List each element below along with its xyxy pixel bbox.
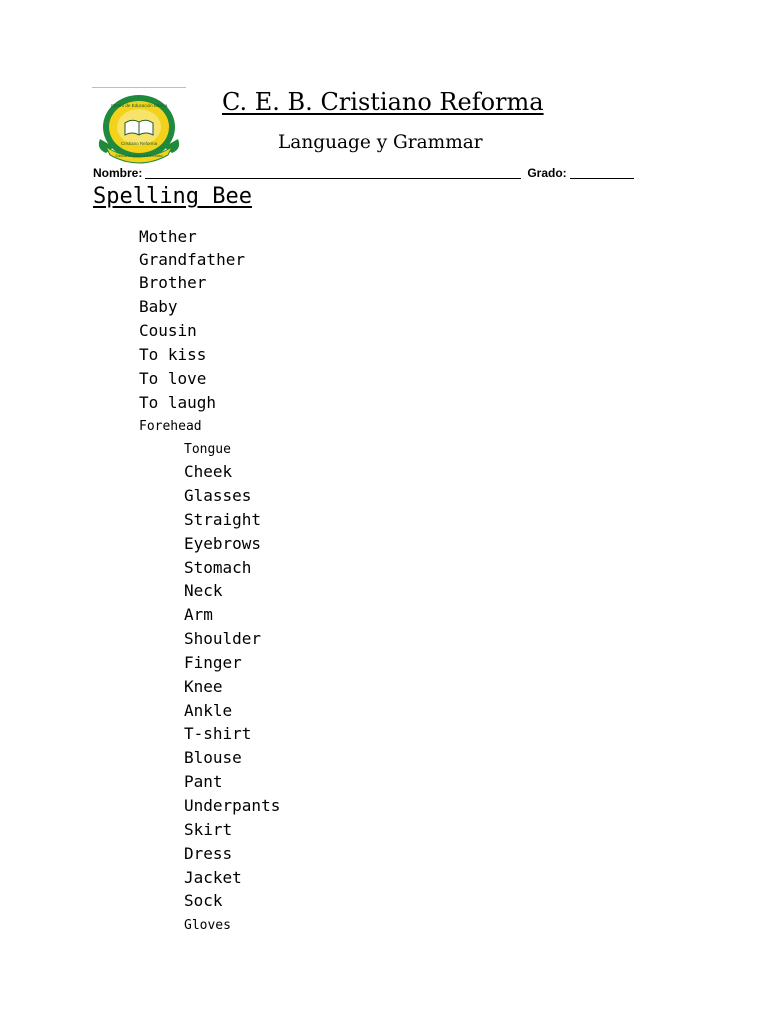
spelling-word: Ankle <box>184 701 233 720</box>
spelling-word: Sock <box>184 891 223 910</box>
spelling-word: Forehead <box>139 419 202 434</box>
spelling-word: Blouse <box>184 748 242 767</box>
spelling-word: Jacket <box>184 868 242 887</box>
logo-text-bottom: Educando para la Eternidad <box>115 154 163 158</box>
grade-label: Grado: <box>527 166 567 180</box>
spelling-word: Neck <box>184 581 223 600</box>
spelling-word: Underpants <box>184 796 281 815</box>
section-title: Spelling Bee <box>93 184 252 209</box>
spelling-word: Finger <box>184 653 242 672</box>
logo-text-top: Centro de Educación Básica <box>110 103 168 108</box>
spelling-word: Grandfather <box>139 250 245 269</box>
subject-title: Language y Grammar <box>278 132 483 153</box>
spelling-word: Shoulder <box>184 629 262 648</box>
spelling-word: Mother <box>139 227 197 246</box>
spelling-word: Arm <box>184 605 213 624</box>
spelling-word: Pant <box>184 772 223 791</box>
spelling-word: Straight <box>184 510 262 529</box>
spelling-word: Eyebrows <box>184 534 262 553</box>
spelling-word: Skirt <box>184 820 233 839</box>
spelling-word: Glasses <box>184 486 252 505</box>
name-label: Nombre: <box>93 166 143 180</box>
spelling-word: Cheek <box>184 462 233 481</box>
spelling-word: Brother <box>139 273 207 292</box>
logo-text-mid: Cristiano Reforma <box>120 141 158 146</box>
spelling-word: Cousin <box>139 321 197 340</box>
spelling-word: Baby <box>139 297 178 316</box>
spelling-word: T-shirt <box>184 724 252 743</box>
spelling-word: Knee <box>184 677 223 696</box>
school-name: C. E. B. Cristiano Reforma <box>222 88 544 116</box>
spelling-word: Gloves <box>184 918 231 933</box>
spelling-word: To laugh <box>139 393 217 412</box>
spelling-word: Dress <box>184 844 233 863</box>
spelling-word: Tongue <box>184 442 231 457</box>
spelling-word: To kiss <box>139 345 207 364</box>
spelling-word: Stomach <box>184 558 252 577</box>
spelling-word: To love <box>139 369 207 388</box>
